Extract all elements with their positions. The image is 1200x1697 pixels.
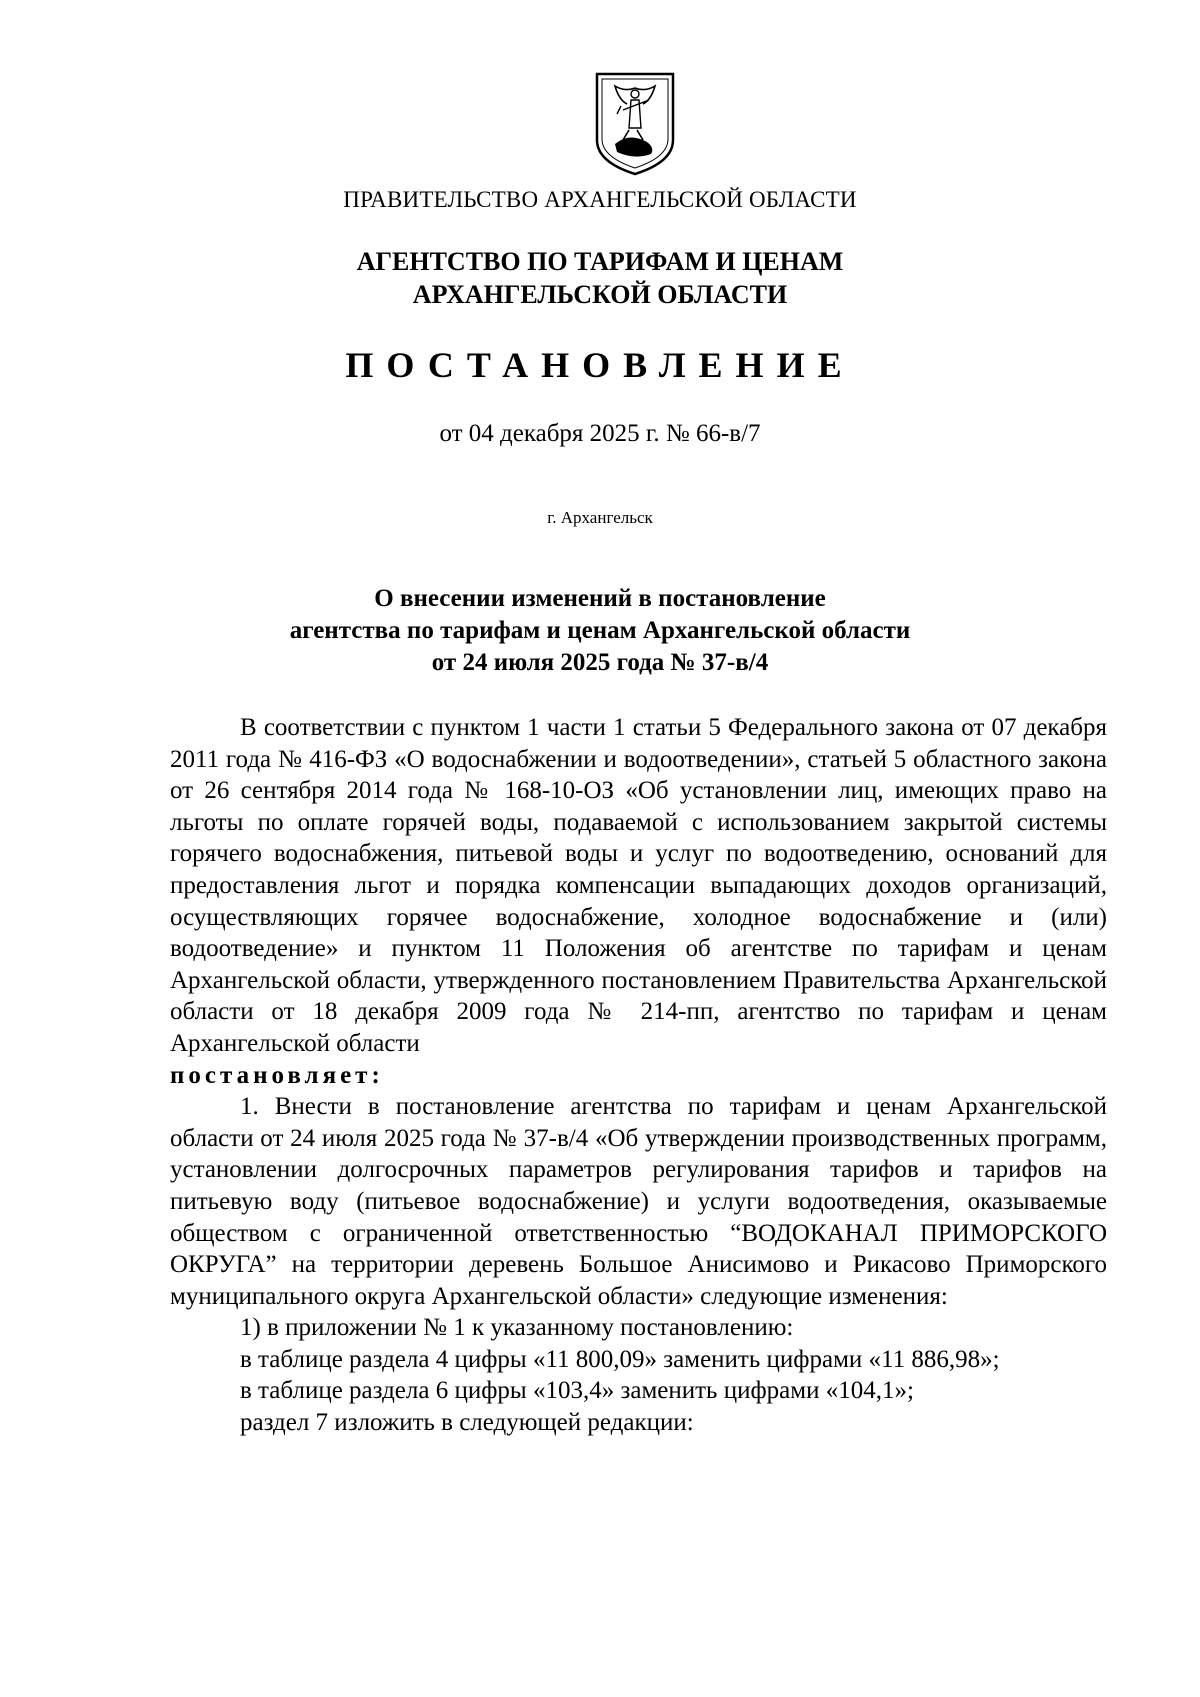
city: г. Архангельск [547, 508, 653, 527]
subitem-section-7: раздел 7 изложить в следующей редакции: [240, 1409, 694, 1437]
resolves-paragraph [170, 1060, 1107, 1092]
date-and-number: от 04 декабря 2025 г. № 66-в/7 [439, 420, 761, 447]
subitem-1: 1) в приложении № 1 к указанному постановлению: [240, 1314, 794, 1342]
agency-name [0, 245, 1200, 311]
preamble-paragraph [170, 712, 1107, 1060]
preamble-text: В соответствии с пунктом 1 части 1 статьи 5 Федерального закона от 07 декабря 2011 года № 416-ФЗ «О водоснабжении и водоотведении», статьей 5 областного закона от 26 сентября 2014 года № 168-10-ОЗ «Об установлении лиц, имеющих право на льготы по оплате горячей воды, подаваемой с использованием закрытой системы горячего водоснабжения, питьевой воды и услуг по водоотведению, оснований для предоставления льгот и порядка компенсации выпадающих доходов организаций, осуществляющих горячее водоснабжение, холодное водоснабжение и (или) водоотведение» и пунктом 11 Положения об агентстве по тарифам и ценам Архангельской области, утвержденного постановлением Правительства Архангельской области от 18 декабря 2009 года № 214-пп, агентство по тарифам и ценам Архангельской области [170, 714, 1107, 1057]
subject-line2: агентства по тарифам и ценам Архангельской области [289, 617, 911, 644]
resolves-word: постановляет: [170, 1061, 384, 1089]
document-type: ПОСТАНОВЛЕНИЕ [345, 345, 855, 385]
subitem-table-section-6: в таблице раздела 6 цифры «103,4» заменить цифрами «104,1»; [240, 1377, 914, 1405]
government-name: ПРАВИТЕЛЬСТВО АРХАНГЕЛЬСКОЙ ОБЛАСТИ [343, 187, 857, 212]
document-body [170, 712, 1107, 1439]
agency-name-line1: АГЕНТСТВО ПО ТАРИФАМ И ЦЕНАМ [356, 247, 844, 276]
item-1: 1. Внести в постановление агентства по тарифам и ценам Архангельской области от 24 июля 2025 года № 37-в/4 «Об утверждении производственных программ, установлении долгосрочных параметров регулирования тарифов и тарифов на питьевую воду (питьевое водоснабжение) и услуги водоотведения, оказываемые обществом с ограниченной ответственностью “ВОДОКАНАЛ ПРИМОРСКОГО ОКРУГА” на территории деревень Большое Анисимово и Рикасово Приморского муниципального округа Архангельской области» следующие изменения: [170, 1093, 1107, 1310]
subitem-table-section-4: в таблице раздела 4 цифры «11 800,09» заменить цифрами «11 886,98»; [240, 1345, 1000, 1373]
coat-of-arms-icon [593, 70, 677, 178]
document-subject [0, 583, 1200, 679]
subject-line1: О внесении изменений в постановление [374, 585, 826, 612]
agency-name-line2: АРХАНГЕЛЬСКОЙ ОБЛАСТИ [412, 280, 788, 309]
subject-line3: от 24 июля 2025 года № 37-в/4 [431, 649, 769, 676]
